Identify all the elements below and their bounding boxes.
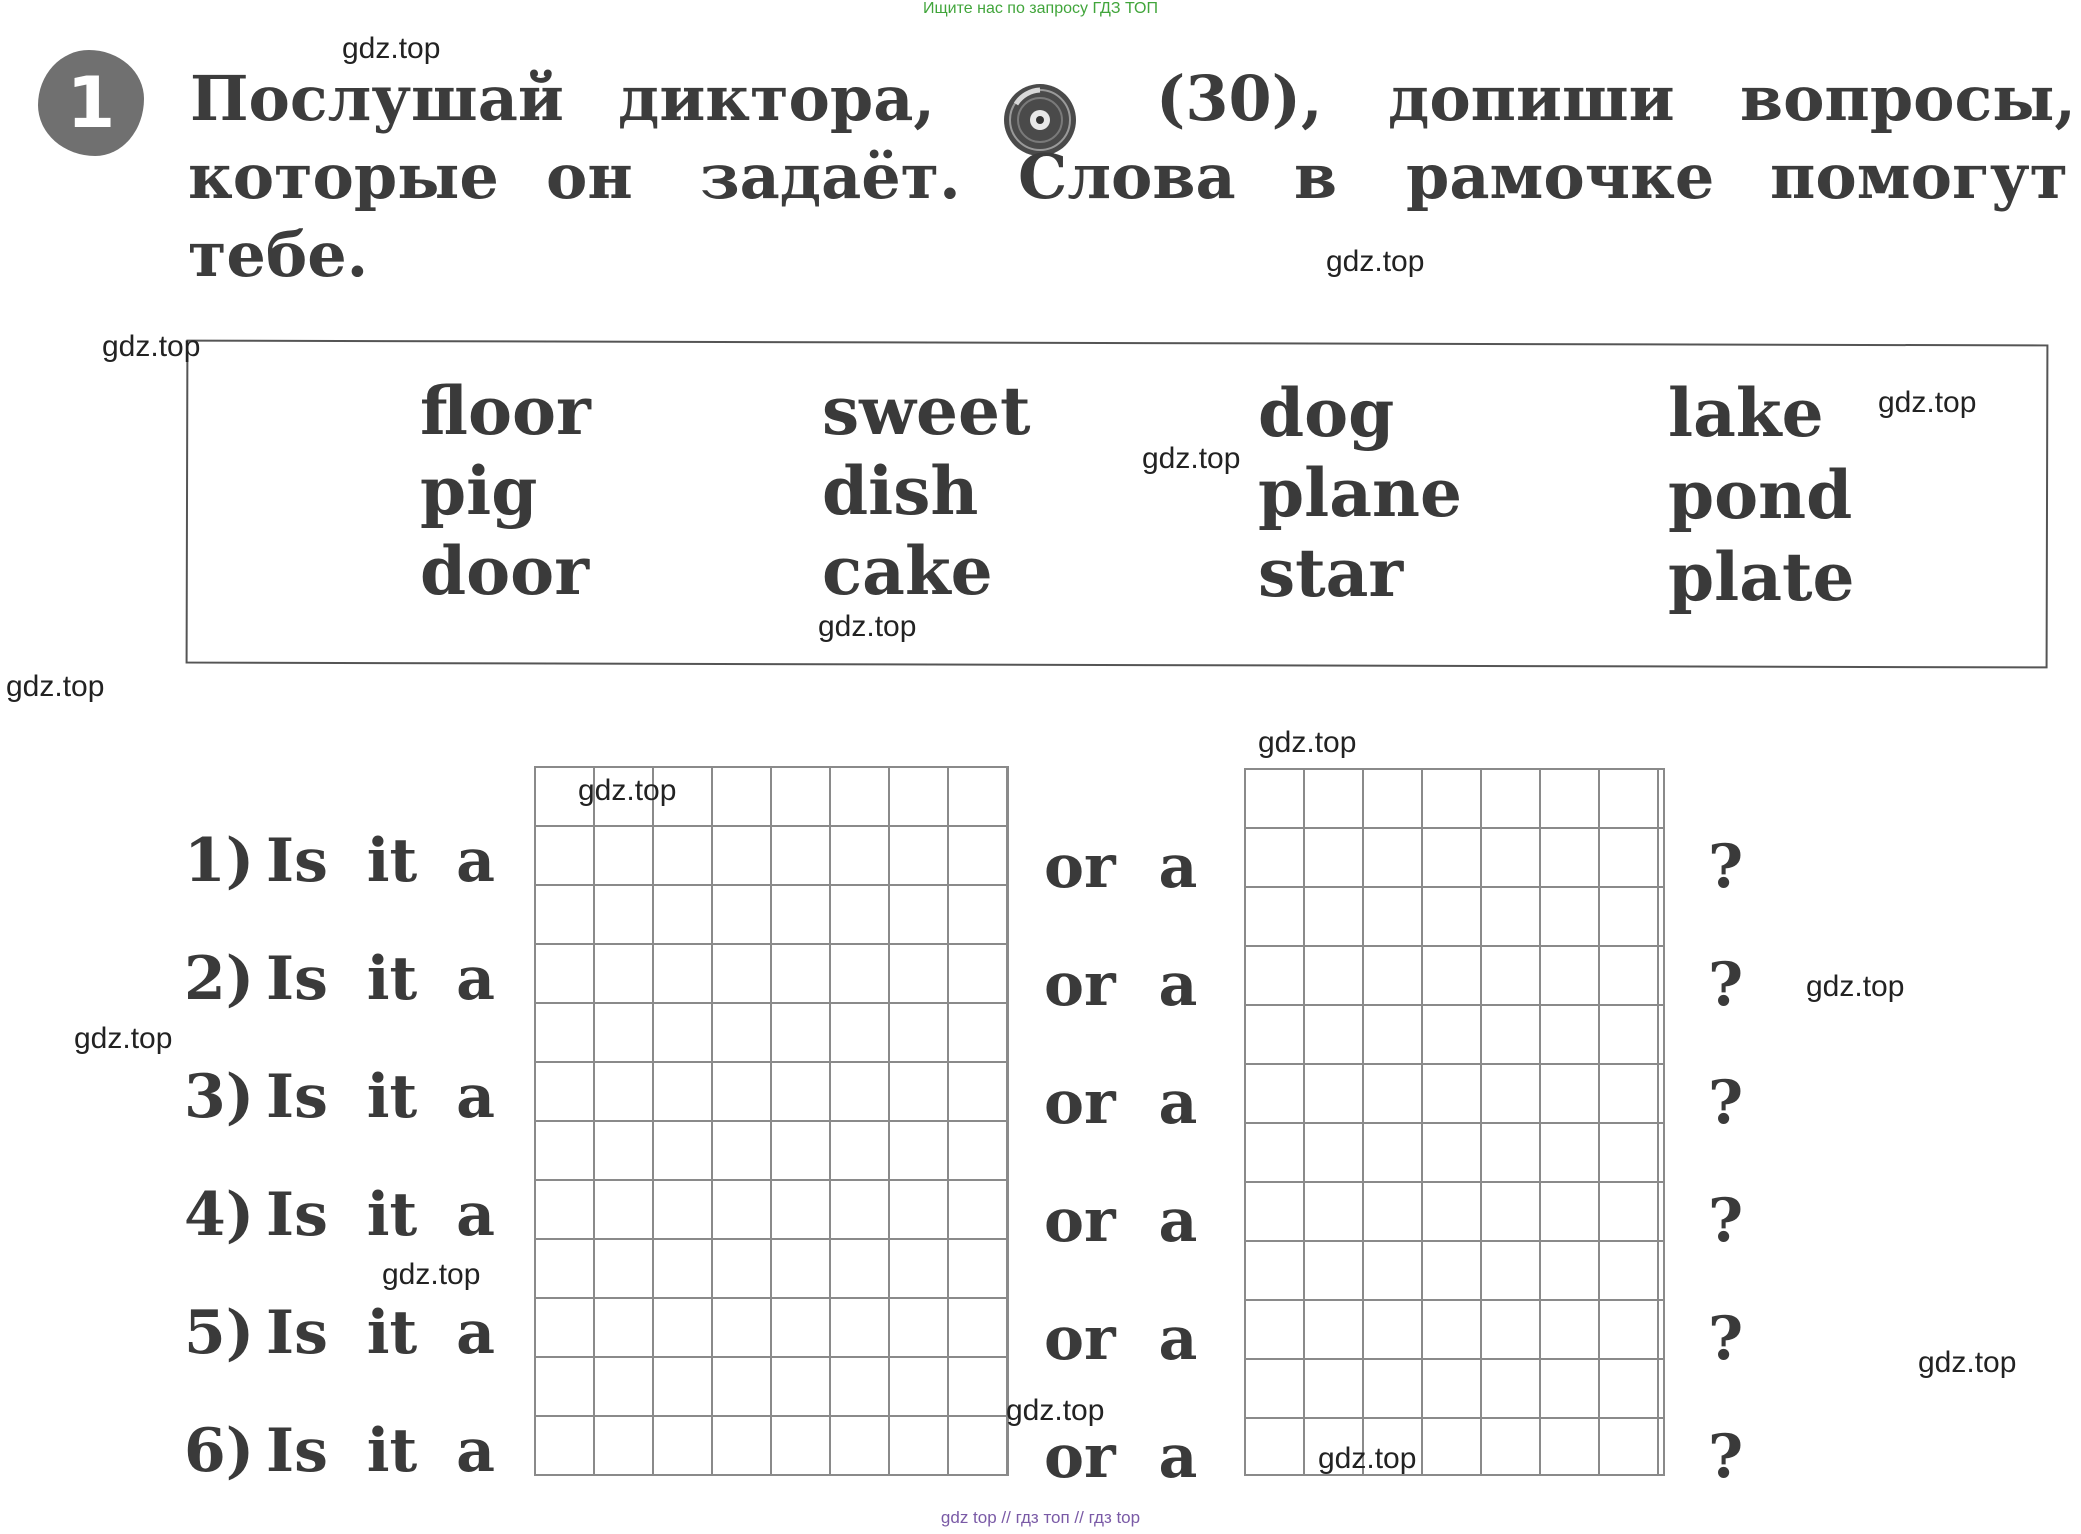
question-number: 2) [184, 944, 255, 1014]
instruction-word: в [1294, 140, 1338, 213]
question-start: Is it a [266, 1180, 496, 1250]
question-start: Is it a [266, 1298, 496, 1368]
question-start: Is it a [266, 1416, 496, 1486]
answer-grid-left[interactable] [534, 766, 1009, 1476]
instruction-word: Послушай [190, 62, 564, 135]
instruction-word: вопросы, [1740, 62, 2077, 135]
word-box-word: lake [1668, 374, 1824, 452]
question-or: or a [1044, 950, 1198, 1020]
word-box-word: plate [1668, 538, 1855, 616]
watermark: gdz.top [382, 1258, 481, 1291]
instruction-word: он [546, 140, 633, 213]
question-or: or a [1044, 1422, 1198, 1492]
instruction-word: рамочке [1406, 140, 1715, 213]
watermark: gdz.top [1318, 1442, 1417, 1475]
word-box-word: floor [420, 372, 591, 450]
instruction-word: допиши [1388, 62, 1675, 135]
word-box-word: door [420, 532, 589, 610]
question-mark: ? [1708, 1186, 1744, 1256]
watermark: gdz.top [6, 670, 105, 703]
answer-grid-right[interactable] [1244, 768, 1665, 1476]
instruction-word: Слова [1018, 140, 1236, 213]
watermark: gdz.top [1806, 970, 1905, 1003]
question-mark: ? [1708, 832, 1744, 902]
question-mark: ? [1708, 1068, 1744, 1138]
question-or: or a [1044, 1068, 1198, 1138]
watermark: gdz.top [1142, 442, 1241, 475]
watermark: gdz.top [1878, 386, 1977, 419]
question-or: or a [1044, 1304, 1198, 1374]
header-search-link[interactable]: Ищите нас по запросу ГДЗ ТОП [923, 0, 1158, 17]
watermark: gdz.top [1918, 1346, 2017, 1379]
word-box-word: pond [1668, 456, 1853, 534]
question-start: Is it a [266, 826, 496, 896]
question-mark: ? [1708, 1422, 1744, 1492]
question-mark: ? [1708, 1304, 1744, 1374]
instruction-word: диктора, [618, 62, 935, 135]
question-number: 6) [184, 1416, 255, 1486]
question-or: or a [1044, 1186, 1198, 1256]
word-box-word: dish [822, 452, 979, 530]
question-mark: ? [1708, 950, 1744, 1020]
instruction-word: которые [188, 140, 499, 213]
word-box-word: star [1258, 534, 1404, 612]
watermark: gdz.top [102, 330, 201, 363]
instruction-word: тебе. [188, 218, 369, 291]
instruction-word: помогут [1770, 140, 2069, 213]
watermark: gdz.top [342, 32, 441, 65]
watermark: gdz.top [578, 774, 677, 807]
question-number: 4) [184, 1180, 255, 1250]
watermark: gdz.top [818, 610, 917, 643]
watermark: gdz.top [1258, 726, 1357, 759]
question-number: 5) [184, 1298, 255, 1368]
question-start: Is it a [266, 1062, 496, 1132]
exercise-number-badge: 1 [38, 50, 144, 156]
question-number: 1) [184, 826, 255, 896]
watermark: gdz.top [1006, 1394, 1105, 1427]
word-box-word: dog [1258, 374, 1395, 452]
word-box-word: sweet [822, 372, 1031, 450]
instruction-word: задаёт. [700, 140, 961, 213]
watermark: gdz.top [1326, 245, 1425, 278]
footer-link[interactable]: gdz top // гдз топ // гдз top [940, 1508, 1141, 1527]
question-number: 3) [184, 1062, 255, 1132]
instruction-word: (30), [1156, 62, 1323, 135]
question-or: or a [1044, 832, 1198, 902]
word-box-word: cake [822, 532, 993, 610]
word-box-word: plane [1258, 454, 1462, 532]
question-start: Is it a [266, 944, 496, 1014]
word-box-word: pig [420, 452, 538, 530]
watermark: gdz.top [74, 1022, 173, 1055]
